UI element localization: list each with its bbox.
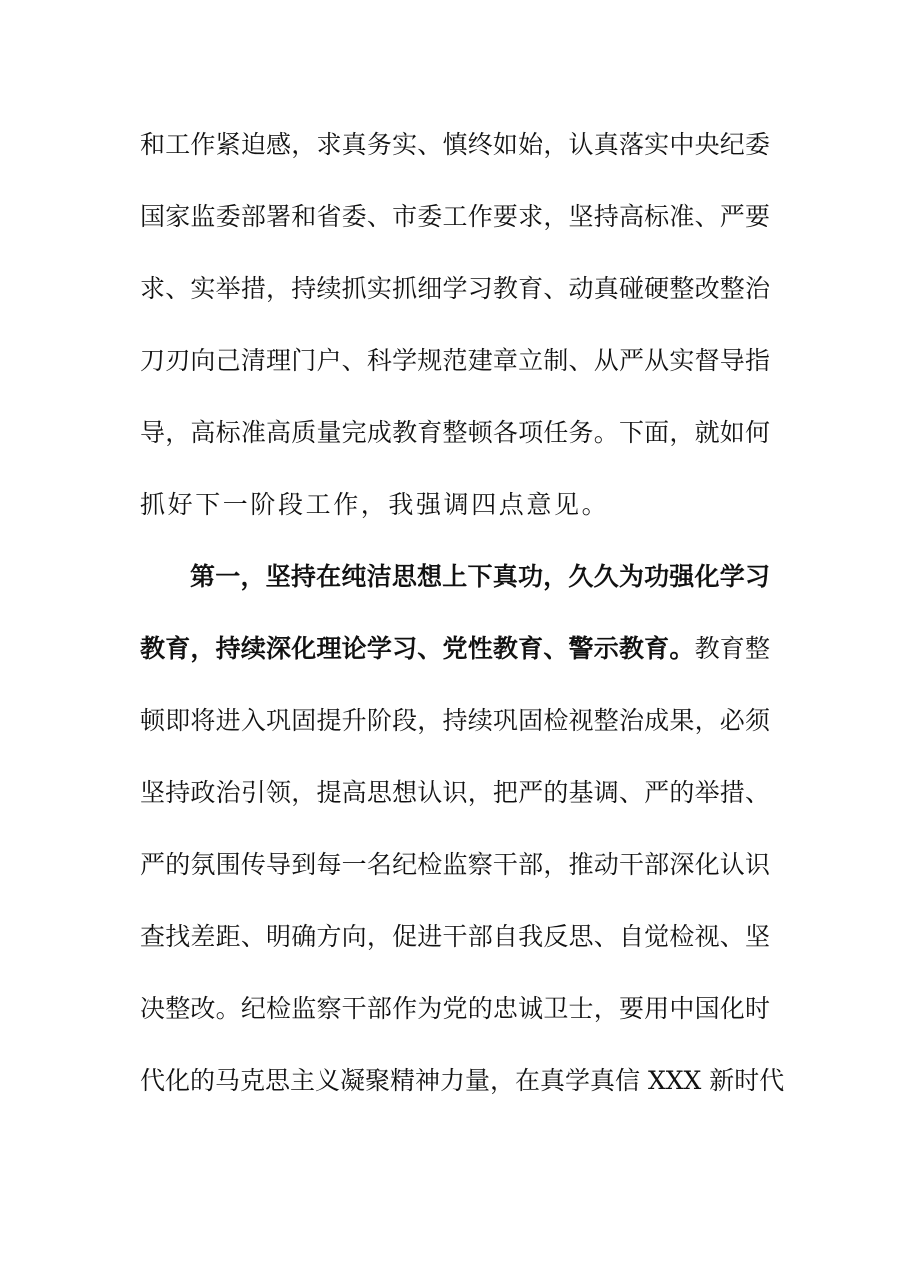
paragraph-2-line-1: 顿即将进入巩固提升阶段，持续巩固检视整治成果，必须 (140, 706, 770, 735)
paragraph-1-line-2: 国家监委部署和省委、市委工作要求，坚持高标准、严要 (140, 202, 770, 231)
paragraph-2-line-2: 坚持政治引领，提高思想认识，把严的基调、严的举措、 (140, 778, 770, 807)
section-heading-line-1: 第一，坚持在纯洁思想上下真功，久久为功强化学习 (190, 562, 770, 591)
section-heading-line-2 (140, 629, 770, 669)
paragraph-2-line-5: 决整改。纪检监察干部作为党的忠诚卫士，要用中国化时 (140, 994, 770, 1023)
paragraph-1-line-5: 导，高标准高质量完成教育整顿各项任务。下面，就如何 (140, 418, 770, 447)
section-heading-bold-text: 教育，持续深化理论学习、党性教育、警示教育。 (140, 634, 695, 663)
paragraph-1-line-1: 和工作紧迫感，求真务实、慎终如始，认真落实中央纪委 (140, 130, 770, 159)
section-body-text-start: 教育整 (694, 634, 770, 663)
paragraph-1-line-6: 抓好下一阶段工作，我强调四点意见。 (140, 490, 610, 519)
paragraph-1-line-3: 求、实举措，持续抓实抓细学习教育、动真碰硬整改整治 (140, 274, 770, 303)
paragraph-2-line-6: 代化的马克思主义凝聚精神力量，在真学真信 XXX 新时代 (140, 1066, 785, 1095)
paragraph-2-line-3: 严的氛围传导到每一名纪检监察干部，推动干部深化认识 (140, 850, 770, 879)
paragraph-2-line-4: 查找差距、明确方向，促进干部自我反思、自觉检视、坚 (140, 922, 770, 951)
paragraph-1-line-4: 刀刃向己清理门户、科学规范建章立制、从严从实督导指 (140, 346, 770, 375)
